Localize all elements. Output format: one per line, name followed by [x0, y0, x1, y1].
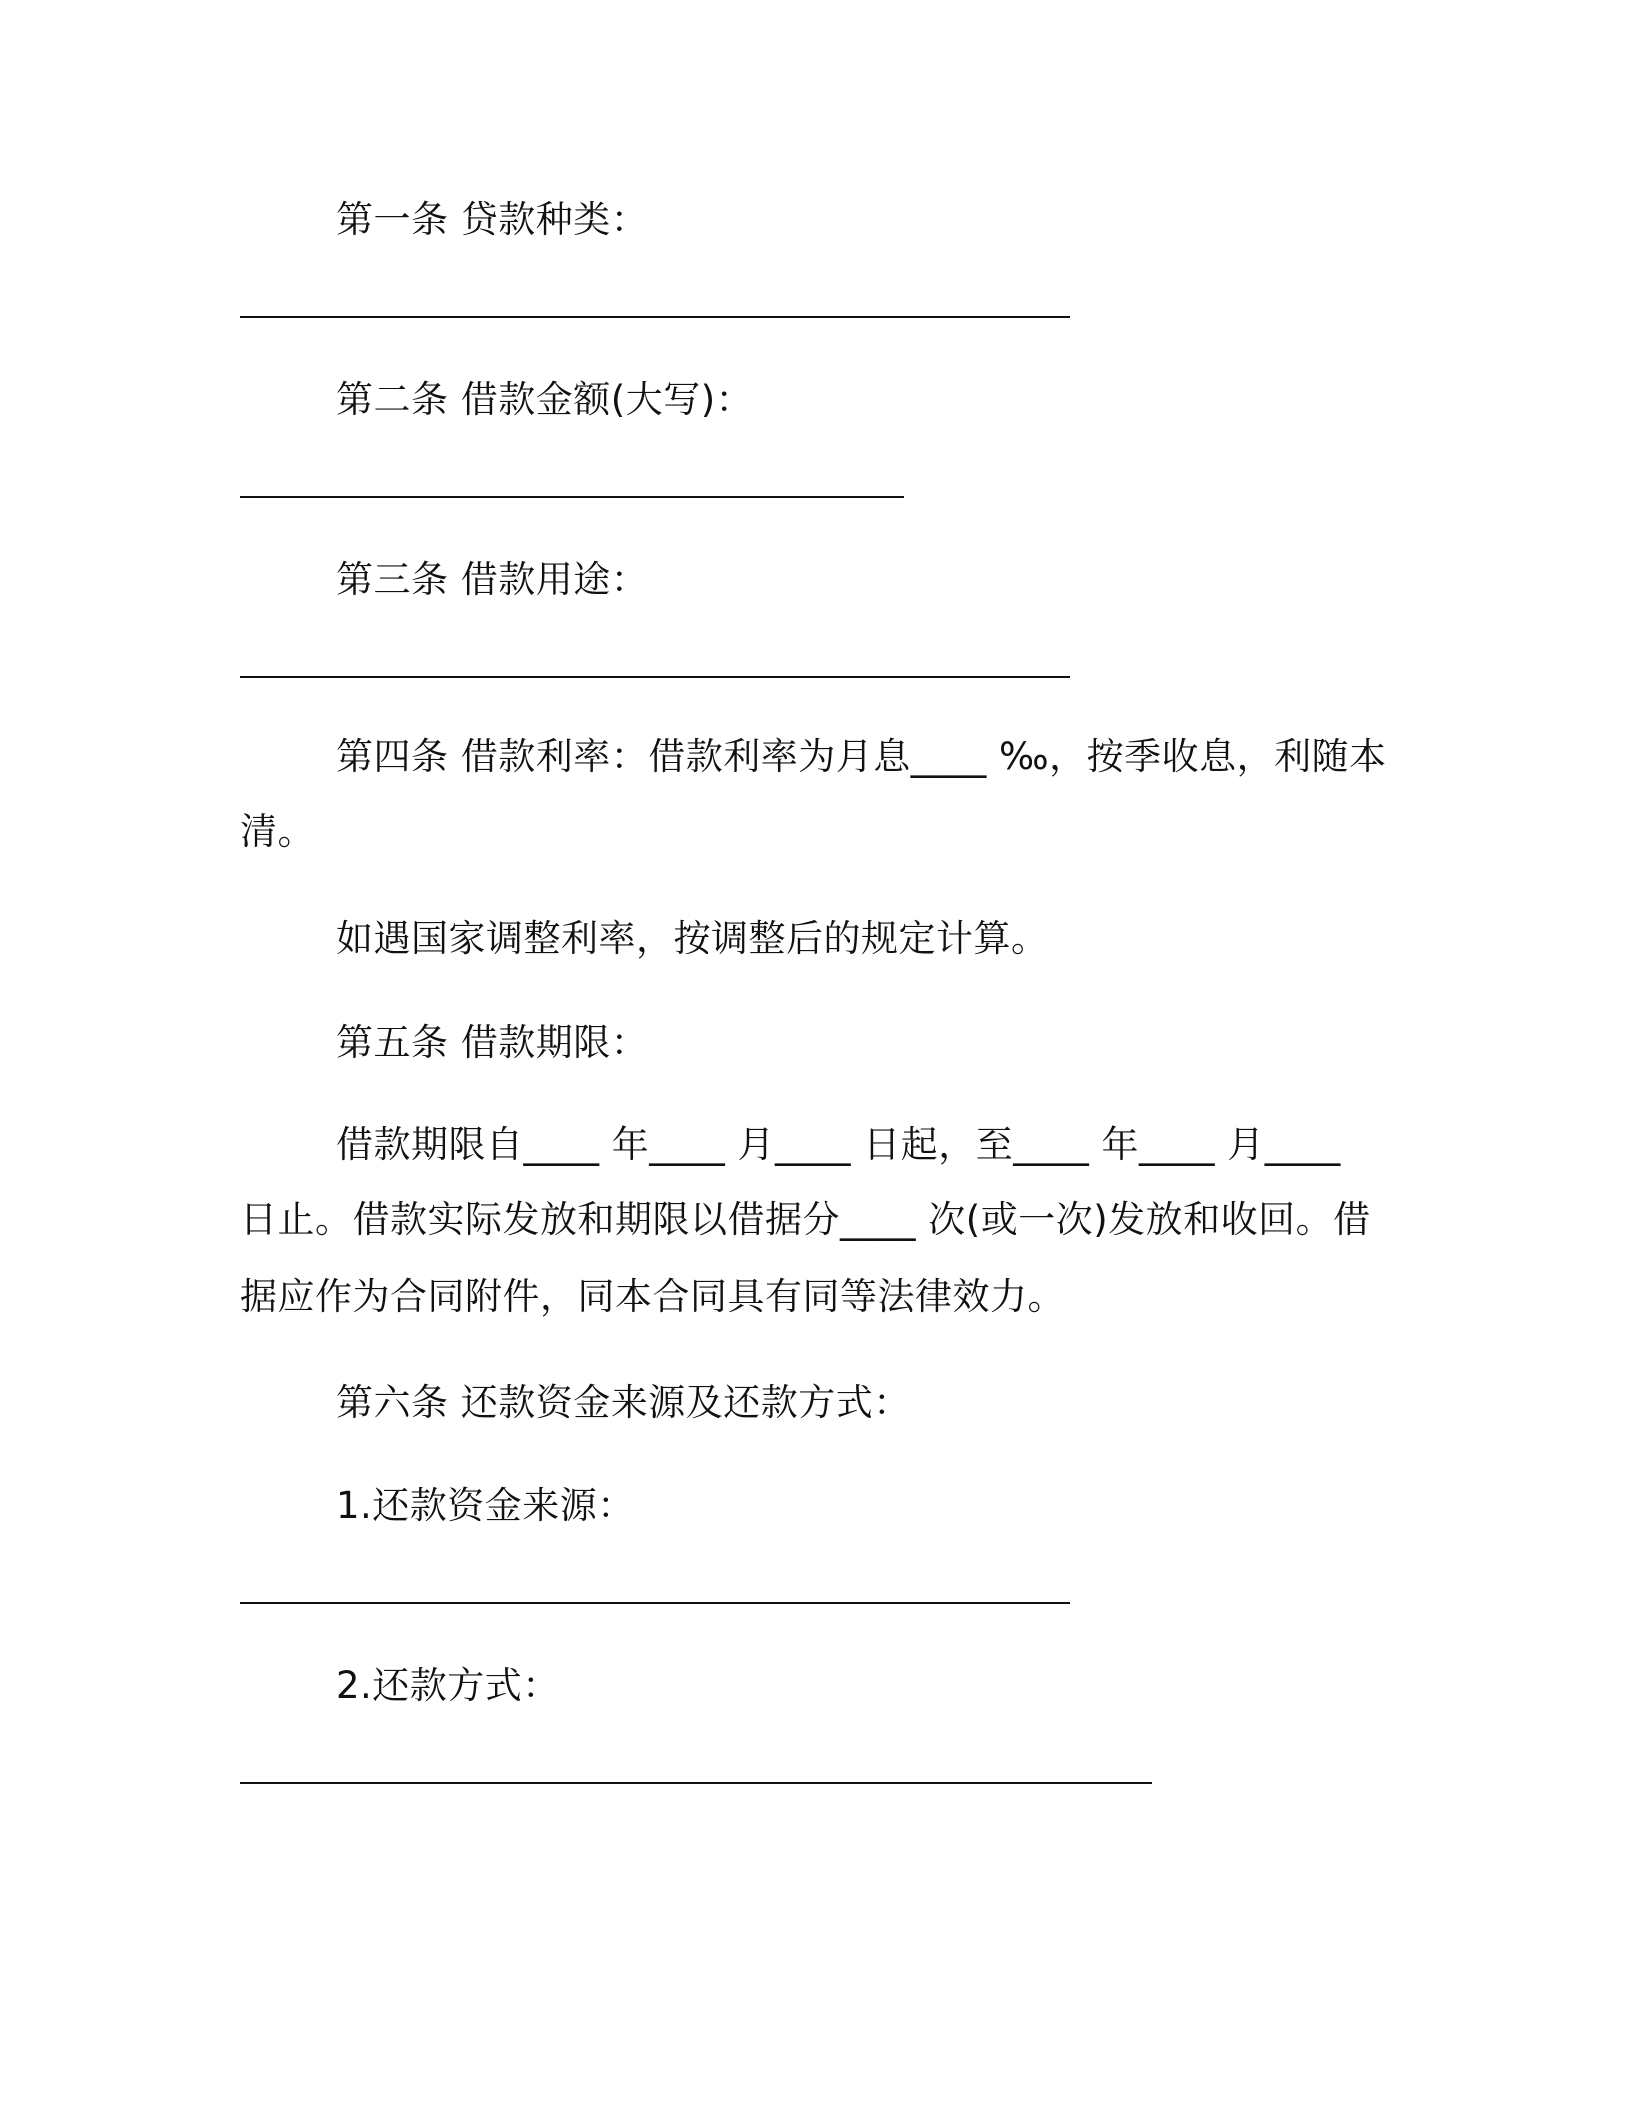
article-3-heading: 第三条 借款用途：	[336, 558, 649, 601]
article-5-line-1: 借款期限自____ 年____ 月____ 日起，至____ 年____ 月____	[336, 1123, 1341, 1166]
article-5-line-3: 据应作为合同附件，同本合同具有同等法律效力。	[240, 1275, 1065, 1318]
article-1-blank-line	[240, 316, 1070, 318]
article-4-line-2: 清。	[240, 810, 315, 853]
article-6-item-1-blank-line	[240, 1602, 1070, 1604]
article-4-line-1: 第四条 借款利率：借款利率为月息____ ‰，按季收息，利随本	[336, 735, 1387, 778]
article-5-heading: 第五条 借款期限：	[336, 1021, 649, 1064]
article-3-blank-line	[240, 676, 1070, 678]
article-6-heading: 第六条 还款资金来源及还款方式：	[336, 1381, 911, 1424]
article-2-blank-line	[240, 496, 904, 498]
article-6-item-2: 2.还款方式：	[336, 1664, 560, 1707]
article-6-item-2-blank-line	[240, 1782, 1152, 1784]
article-6-item-1: 1.还款资金来源：	[336, 1484, 635, 1527]
article-2-heading: 第二条 借款金额(大写)：	[336, 378, 754, 421]
article-4-note: 如遇国家调整利率，按调整后的规定计算。	[336, 917, 1049, 960]
article-1-heading: 第一条 贷款种类：	[336, 198, 649, 241]
article-5-line-2: 日止。借款实际发放和期限以借据分____ 次(或一次)发放和收回。借	[240, 1198, 1371, 1241]
